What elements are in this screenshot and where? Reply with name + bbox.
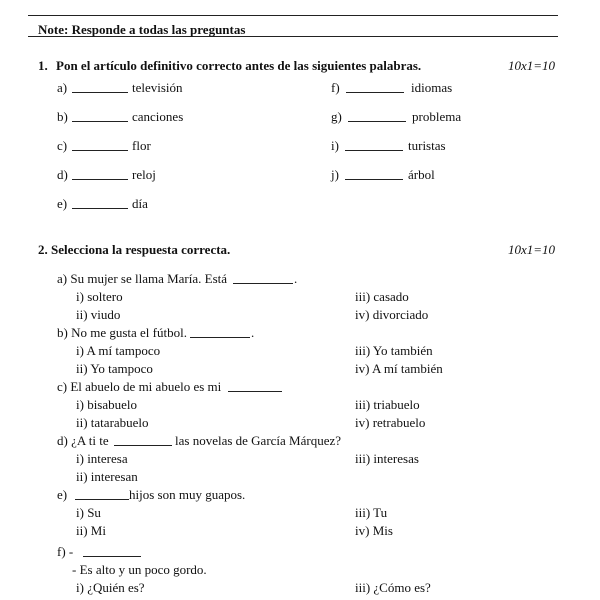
s1-label-a: a) xyxy=(57,80,68,95)
s1-label-e: e) xyxy=(57,196,68,211)
q-b-opt-4[interactable]: iv) A mí también xyxy=(355,361,443,376)
s1-blank-i[interactable] xyxy=(345,139,403,151)
q-e-opt-2[interactable]: ii) Mi xyxy=(76,523,106,538)
s1-blank-c[interactable] xyxy=(72,139,128,151)
section1-score: 10x1=10 xyxy=(508,58,556,73)
q-b-prompt-end: . xyxy=(251,325,255,340)
q-f-prompt: f) - xyxy=(57,544,74,559)
top-rule xyxy=(28,15,558,16)
q-c-opt-2[interactable]: ii) tatarabuelo xyxy=(76,415,149,430)
section2-heading: 2. Selecciona la respuesta correcta. xyxy=(38,242,231,257)
s1-blank-a[interactable] xyxy=(72,81,128,93)
q-c-opt-4[interactable]: iv) retrabuelo xyxy=(355,415,426,430)
s1-blank-d[interactable] xyxy=(72,168,128,180)
q-c-blank[interactable] xyxy=(228,380,282,392)
q-d-opt-3[interactable]: iii) interesas xyxy=(355,451,419,466)
s1-blank-e[interactable] xyxy=(72,197,128,209)
s1-blank-j[interactable] xyxy=(345,168,403,180)
section1-heading: Pon el artículo definitivo correcto antes de las siguientes palabras. xyxy=(56,58,422,73)
q-e-prompt: e) xyxy=(57,487,68,502)
q-d-prompt-end: las novelas de García Márquez? xyxy=(175,433,342,448)
s1-label-b: b) xyxy=(57,109,68,124)
q-b-blank[interactable] xyxy=(190,326,250,338)
section1-number: 1. xyxy=(38,58,48,73)
s1-blank-b[interactable] xyxy=(72,110,128,122)
s1-word-g: problema xyxy=(412,109,462,124)
q-a-prompt: a) Su mujer se llama María. Está xyxy=(57,271,228,286)
q-e-opt-1[interactable]: i) Su xyxy=(76,505,101,520)
s1-word-i: turistas xyxy=(408,138,446,153)
q-b-opt-1[interactable]: i) A mí tampoco xyxy=(76,343,161,358)
section2-score: 10x1=10 xyxy=(508,242,556,257)
s1-word-j: árbol xyxy=(408,167,435,182)
q-d-blank[interactable] xyxy=(114,434,172,446)
s1-word-d: reloj xyxy=(132,167,156,182)
q-a-prompt-end: . xyxy=(294,271,298,286)
s1-label-c: c) xyxy=(57,138,68,153)
s1-label-j: j) xyxy=(331,167,339,182)
q-e-opt-4[interactable]: iv) Mis xyxy=(355,523,393,538)
s1-blank-f[interactable] xyxy=(346,81,404,93)
s1-label-d: d) xyxy=(57,167,68,182)
s1-word-a: televisión xyxy=(132,80,183,95)
s1-label-f: f) xyxy=(331,80,340,95)
q-f-opt-3[interactable]: iii) ¿Cómo es? xyxy=(355,580,431,595)
q-d-prompt: d) ¿A ti te xyxy=(57,433,109,448)
q-f-blank[interactable] xyxy=(83,545,141,557)
q-a-blank[interactable] xyxy=(233,272,293,284)
s1-word-b: canciones xyxy=(132,109,184,124)
q-a-opt-4[interactable]: iv) divorciado xyxy=(355,307,429,322)
q-a-opt-1[interactable]: i) soltero xyxy=(76,289,123,304)
q-b-opt-3[interactable]: iii) Yo también xyxy=(355,343,433,358)
q-d-opt-1[interactable]: i) interesa xyxy=(76,451,128,466)
q-b-opt-2[interactable]: ii) Yo tampoco xyxy=(76,361,153,376)
q-c-opt-3[interactable]: iii) triabuelo xyxy=(355,397,420,412)
q-c-opt-1[interactable]: i) bisabuelo xyxy=(76,397,138,412)
q-f-line2: - Es alto y un poco gordo. xyxy=(72,562,207,577)
q-d-opt-2[interactable]: ii) interesan xyxy=(76,469,138,484)
s1-label-i: i) xyxy=(331,138,339,153)
q-e-blank[interactable] xyxy=(75,488,129,500)
note-text: Note: Responde a todas las preguntas xyxy=(38,22,246,37)
q-f-opt-1[interactable]: i) ¿Quién es? xyxy=(76,580,145,595)
q-e-prompt-end: hijos son muy guapos. xyxy=(129,487,246,502)
s1-blank-g[interactable] xyxy=(348,110,406,122)
q-a-opt-2[interactable]: ii) viudo xyxy=(76,307,121,322)
s1-word-c: flor xyxy=(132,138,151,153)
s1-word-f: idiomas xyxy=(411,80,453,95)
s1-word-e: día xyxy=(132,196,148,211)
q-c-prompt: c) El abuelo de mi abuelo es mi xyxy=(57,379,222,394)
s1-label-g: g) xyxy=(331,109,342,124)
q-b-prompt: b) No me gusta el fútbol. xyxy=(57,325,187,340)
q-e-opt-3[interactable]: iii) Tu xyxy=(355,505,388,520)
q-a-opt-3[interactable]: iii) casado xyxy=(355,289,409,304)
